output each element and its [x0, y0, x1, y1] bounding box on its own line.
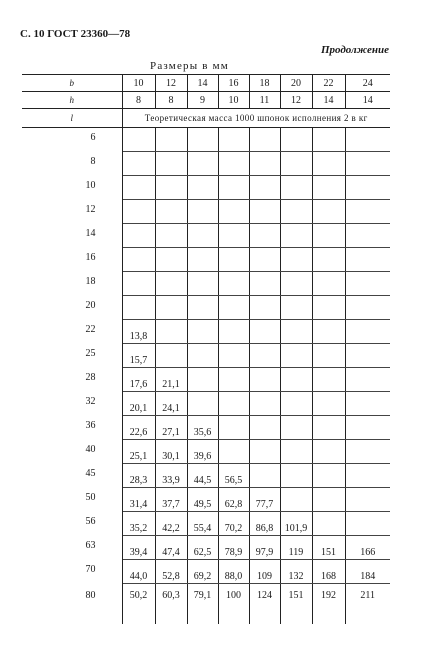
- h-label: h: [22, 92, 122, 109]
- table-row: [22, 344, 390, 368]
- mass-cell: [345, 512, 390, 536]
- mass-value: 44,5: [193, 475, 212, 486]
- length-text: 12: [85, 204, 96, 215]
- mass-cell: [187, 152, 218, 176]
- mass-value: 42,2: [162, 523, 180, 534]
- h-value: 8: [155, 92, 187, 109]
- length-value: [22, 320, 122, 344]
- b-value: 22: [312, 75, 345, 92]
- mass-value: 211: [360, 590, 376, 601]
- length-value: [22, 368, 122, 392]
- mass-cell: [122, 512, 155, 536]
- mass-cell: [280, 248, 312, 272]
- mass-cell: [218, 464, 249, 488]
- mass-cell: [345, 200, 390, 224]
- mass-cell: [280, 152, 312, 176]
- table-row: [22, 488, 390, 512]
- mass-cell: [122, 440, 155, 464]
- mass-cell: [122, 296, 155, 320]
- length-text: 22: [85, 324, 96, 335]
- mass-cell: [280, 200, 312, 224]
- mass-cell: [218, 272, 249, 296]
- mass-cell: [249, 176, 280, 200]
- mass-cell: [122, 584, 155, 625]
- mass-cell: [187, 536, 218, 560]
- mass-cell: [218, 392, 249, 416]
- mass-value: 77,7: [255, 499, 274, 510]
- mass-value: 56,5: [224, 475, 243, 486]
- mass-cell: [249, 488, 280, 512]
- mass-cell: [312, 392, 345, 416]
- mass-cell: [280, 584, 312, 625]
- mass-value: 44,0: [129, 571, 148, 582]
- mass-cell: [312, 320, 345, 344]
- mass-cell: [280, 512, 312, 536]
- mass-cell: [249, 224, 280, 248]
- mass-value: 24,1: [162, 403, 180, 414]
- mass-cell: [122, 368, 155, 392]
- mass-cell: [312, 128, 345, 152]
- mass-cell: [218, 296, 249, 320]
- mass-cell: [122, 248, 155, 272]
- mass-cell: [345, 128, 390, 152]
- table-row: [22, 224, 390, 248]
- mass-cell: [187, 464, 218, 488]
- mass-cell: [312, 248, 345, 272]
- mass-cell: [187, 416, 218, 440]
- mass-cell: [155, 440, 187, 464]
- mass-cell: [218, 488, 249, 512]
- length-value: [22, 248, 122, 272]
- mass-cell: [155, 536, 187, 560]
- length-text: 28: [85, 372, 96, 383]
- mass-cell: [312, 272, 345, 296]
- mass-cell: [218, 152, 249, 176]
- mass-cell: [187, 176, 218, 200]
- mass-cell: [280, 464, 312, 488]
- mass-cell: [122, 272, 155, 296]
- mass-value: 31,4: [129, 499, 148, 510]
- mass-cell: [122, 320, 155, 344]
- length-text: 18: [85, 276, 96, 287]
- mass-cell: [345, 224, 390, 248]
- table-row: [22, 512, 390, 536]
- mass-value: 39,4: [129, 547, 148, 558]
- table-row: [22, 584, 390, 625]
- mass-cell: [187, 584, 218, 625]
- length-value: [22, 200, 122, 224]
- mass-cell: [155, 224, 187, 248]
- mass-cell: [312, 440, 345, 464]
- mass-cell: [312, 536, 345, 560]
- length-value: [22, 392, 122, 416]
- mass-cell: [249, 368, 280, 392]
- mass-cell: [187, 128, 218, 152]
- mass-cell: [345, 176, 390, 200]
- length-value: [22, 296, 122, 320]
- mass-cell: [218, 368, 249, 392]
- mass-cell: [280, 416, 312, 440]
- mass-cell: [218, 128, 249, 152]
- mass-cell: [345, 464, 390, 488]
- length-value: [22, 584, 122, 625]
- table-row: [22, 416, 390, 440]
- b-value: 18: [249, 75, 280, 92]
- mass-cell: [187, 320, 218, 344]
- length-value: [22, 488, 122, 512]
- mass-value: 119: [288, 547, 304, 558]
- mass-cell: [312, 488, 345, 512]
- mass-cell: [345, 320, 390, 344]
- b-value: 10: [122, 75, 155, 92]
- mass-value: 47,4: [162, 547, 180, 558]
- mass-cell: [187, 488, 218, 512]
- mass-cell: [249, 536, 280, 560]
- mass-cell: [155, 176, 187, 200]
- b-value: 16: [218, 75, 249, 92]
- mass-cell: [249, 464, 280, 488]
- table-row: [22, 440, 390, 464]
- length-value: [22, 152, 122, 176]
- mass-value: 151: [321, 547, 336, 558]
- mass-value: 97,9: [255, 547, 274, 558]
- mass-value: 22,6: [129, 427, 148, 438]
- mass-cell: [249, 560, 280, 584]
- mass-cell: [218, 344, 249, 368]
- h-value: 14: [312, 92, 345, 109]
- b-value: 12: [155, 75, 187, 92]
- b-label: b: [22, 75, 122, 92]
- mass-cell: [345, 368, 390, 392]
- mass-cell: [187, 200, 218, 224]
- mass-cell: [249, 512, 280, 536]
- mass-cell: [218, 440, 249, 464]
- mass-value: 62,5: [193, 547, 212, 558]
- mass-value: 13,8: [129, 331, 148, 342]
- h-row: [22, 92, 390, 109]
- length-text: 63: [85, 540, 96, 551]
- table-row: [22, 248, 390, 272]
- length-value: [22, 416, 122, 440]
- mass-cell: [122, 224, 155, 248]
- mass-cell: [312, 464, 345, 488]
- length-value: [22, 464, 122, 488]
- mass-cell: [312, 584, 345, 625]
- mass-value: 35,6: [193, 427, 212, 438]
- mass-cell: [249, 392, 280, 416]
- mass-value: 168: [321, 571, 336, 582]
- mass-cell: [249, 200, 280, 224]
- length-value: [22, 512, 122, 536]
- mass-value: 100: [226, 590, 241, 601]
- table-row: [22, 464, 390, 488]
- mass-value: 151: [288, 590, 304, 601]
- mass-cell: [345, 344, 390, 368]
- mass-value: 28,3: [129, 475, 148, 486]
- mass-cell: [280, 296, 312, 320]
- mass-cell: [280, 128, 312, 152]
- mass-cell: [155, 320, 187, 344]
- mass-value: 17,6: [129, 379, 148, 390]
- mass-cell: [249, 296, 280, 320]
- mass-value: 192: [321, 590, 336, 601]
- length-value: [22, 440, 122, 464]
- mass-header-row: [22, 109, 390, 128]
- mass-value: 184: [360, 571, 376, 582]
- mass-cell: [345, 440, 390, 464]
- mass-value: 124: [257, 590, 272, 601]
- h-value: 9: [187, 92, 218, 109]
- mass-value: 35,2: [129, 523, 148, 534]
- mass-value: 52,8: [162, 571, 180, 582]
- mass-cell: [280, 272, 312, 296]
- continuation-label: Продолжение: [320, 44, 389, 56]
- length-value: [22, 128, 122, 152]
- mass-cell: [155, 344, 187, 368]
- dimensions-caption: Размеры в мм: [150, 60, 229, 72]
- mass-cell: [187, 368, 218, 392]
- mass-cell: [249, 128, 280, 152]
- mass-cell: [280, 488, 312, 512]
- mass-cell: [122, 344, 155, 368]
- mass-cell: [187, 512, 218, 536]
- mass-value: 78,9: [224, 547, 243, 558]
- mass-cell: [122, 416, 155, 440]
- mass-cell: [249, 440, 280, 464]
- mass-value: 70,2: [224, 523, 243, 534]
- mass-cell: [218, 320, 249, 344]
- mass-cell: [345, 392, 390, 416]
- length-value: [22, 560, 122, 584]
- mass-cell: [218, 248, 249, 272]
- mass-cell: [122, 392, 155, 416]
- length-text: 32: [85, 396, 96, 407]
- table-row: [22, 128, 390, 152]
- length-value: [22, 272, 122, 296]
- mass-cell: [345, 152, 390, 176]
- length-text: 36: [85, 420, 96, 431]
- mass-value: 15,7: [129, 355, 148, 366]
- b-value: 20: [280, 75, 312, 92]
- mass-cell: [312, 560, 345, 584]
- mass-value: 50,2: [129, 590, 148, 601]
- table-row: [22, 392, 390, 416]
- mass-cell: [312, 176, 345, 200]
- mass-value: 109: [257, 571, 272, 582]
- mass-cell: [155, 464, 187, 488]
- mass-cell: [155, 392, 187, 416]
- h-value: 8: [122, 92, 155, 109]
- mass-cell: [345, 296, 390, 320]
- length-text: 50: [85, 492, 96, 503]
- mass-cell: [187, 224, 218, 248]
- mass-value: 25,1: [129, 451, 148, 462]
- mass-cell: [122, 488, 155, 512]
- mass-cell: [249, 416, 280, 440]
- mass-cell: [345, 248, 390, 272]
- mass-cell: [280, 344, 312, 368]
- mass-cell: [187, 392, 218, 416]
- mass-value: 27,1: [162, 427, 180, 438]
- mass-cell: [345, 272, 390, 296]
- mass-cell: [122, 200, 155, 224]
- length-value: [22, 536, 122, 560]
- mass-header: Теоретическая масса 1000 шпонок исполнения 2 в кг: [122, 109, 390, 128]
- mass-cell: [122, 560, 155, 584]
- mass-cell: [345, 488, 390, 512]
- table-row: [22, 272, 390, 296]
- length-value: [22, 344, 122, 368]
- mass-cell: [280, 560, 312, 584]
- mass-cell: [312, 152, 345, 176]
- mass-cell: [122, 464, 155, 488]
- mass-cell: [345, 536, 390, 560]
- length-text: 8: [90, 156, 96, 167]
- length-text: 70: [85, 564, 96, 575]
- mass-cell: [155, 200, 187, 224]
- key-mass-table: [22, 74, 390, 624]
- mass-value: 166: [360, 547, 376, 558]
- mass-value: 101,9: [284, 523, 308, 534]
- mass-cell: [249, 320, 280, 344]
- table-row: [22, 536, 390, 560]
- mass-cell: [218, 536, 249, 560]
- mass-cell: [218, 512, 249, 536]
- mass-cell: [312, 296, 345, 320]
- mass-cell: [155, 512, 187, 536]
- mass-cell: [155, 296, 187, 320]
- mass-cell: [218, 200, 249, 224]
- h-value: 12: [280, 92, 312, 109]
- length-text: 20: [85, 300, 96, 311]
- length-value: [22, 176, 122, 200]
- mass-cell: [187, 248, 218, 272]
- length-text: 56: [85, 516, 96, 527]
- mass-cell: [122, 152, 155, 176]
- table-row: [22, 176, 390, 200]
- mass-cell: [187, 440, 218, 464]
- mass-cell: [280, 176, 312, 200]
- mass-cell: [122, 176, 155, 200]
- table-row: [22, 320, 390, 344]
- mass-cell: [249, 344, 280, 368]
- mass-cell: [249, 272, 280, 296]
- b-row: [22, 75, 390, 92]
- mass-cell: [155, 248, 187, 272]
- mass-cell: [280, 392, 312, 416]
- mass-value: 21,1: [162, 379, 180, 390]
- mass-cell: [280, 224, 312, 248]
- mass-cell: [312, 224, 345, 248]
- mass-cell: [218, 584, 249, 625]
- table-row: [22, 296, 390, 320]
- mass-cell: [155, 368, 187, 392]
- mass-cell: [345, 416, 390, 440]
- length-text: 45: [85, 468, 96, 479]
- mass-value: 79,1: [193, 590, 212, 601]
- mass-cell: [187, 560, 218, 584]
- b-value: 14: [187, 75, 218, 92]
- length-text: 14: [85, 228, 96, 239]
- length-text: 40: [85, 444, 96, 455]
- mass-cell: [155, 416, 187, 440]
- mass-value: 60,3: [162, 590, 180, 601]
- b-value: 24: [345, 75, 390, 92]
- mass-cell: [187, 344, 218, 368]
- length-text: 25: [85, 348, 96, 359]
- mass-cell: [249, 248, 280, 272]
- mass-cell: [218, 224, 249, 248]
- table-row: [22, 560, 390, 584]
- table-row: [22, 200, 390, 224]
- mass-value: 55,4: [193, 523, 212, 534]
- mass-cell: [155, 584, 187, 625]
- mass-value: 30,1: [162, 451, 180, 462]
- length-text: 80: [85, 589, 96, 601]
- mass-cell: [280, 440, 312, 464]
- mass-cell: [155, 488, 187, 512]
- mass-cell: [249, 584, 280, 625]
- mass-value: 88,0: [224, 571, 243, 582]
- mass-cell: [312, 416, 345, 440]
- mass-cell: [187, 296, 218, 320]
- mass-value: 49,5: [193, 499, 212, 510]
- table-row: [22, 152, 390, 176]
- mass-cell: [345, 584, 390, 625]
- mass-cell: [155, 152, 187, 176]
- mass-value: 20,1: [129, 403, 148, 414]
- mass-cell: [155, 272, 187, 296]
- mass-cell: [312, 512, 345, 536]
- mass-cell: [345, 560, 390, 584]
- mass-cell: [155, 560, 187, 584]
- mass-cell: [218, 560, 249, 584]
- mass-cell: [312, 368, 345, 392]
- mass-value: 39,6: [193, 451, 212, 462]
- mass-cell: [312, 344, 345, 368]
- length-text: 16: [85, 252, 96, 263]
- mass-cell: [280, 368, 312, 392]
- mass-cell: [122, 536, 155, 560]
- mass-value: 37,7: [162, 499, 180, 510]
- length-value: [22, 224, 122, 248]
- mass-cell: [187, 272, 218, 296]
- mass-value: 69,2: [193, 571, 212, 582]
- mass-cell: [218, 416, 249, 440]
- mass-cell: [249, 152, 280, 176]
- mass-cell: [312, 200, 345, 224]
- length-text: 6: [90, 132, 96, 144]
- h-value: 11: [249, 92, 280, 109]
- mass-cell: [280, 320, 312, 344]
- mass-value: 62,8: [224, 499, 243, 510]
- table-row: [22, 368, 390, 392]
- mass-value: 33,9: [162, 475, 180, 486]
- length-text: 10: [85, 180, 96, 191]
- mass-cell: [122, 128, 155, 152]
- mass-value: 132: [288, 571, 304, 582]
- mass-cell: [155, 128, 187, 152]
- mass-cell: [280, 536, 312, 560]
- h-value: 10: [218, 92, 249, 109]
- h-value: 14: [345, 92, 390, 109]
- l-label: l: [22, 109, 122, 128]
- mass-cell: [218, 176, 249, 200]
- mass-value: 86,8: [255, 523, 274, 534]
- document-header: С. 10 ГОСТ 23360—78: [20, 28, 131, 40]
